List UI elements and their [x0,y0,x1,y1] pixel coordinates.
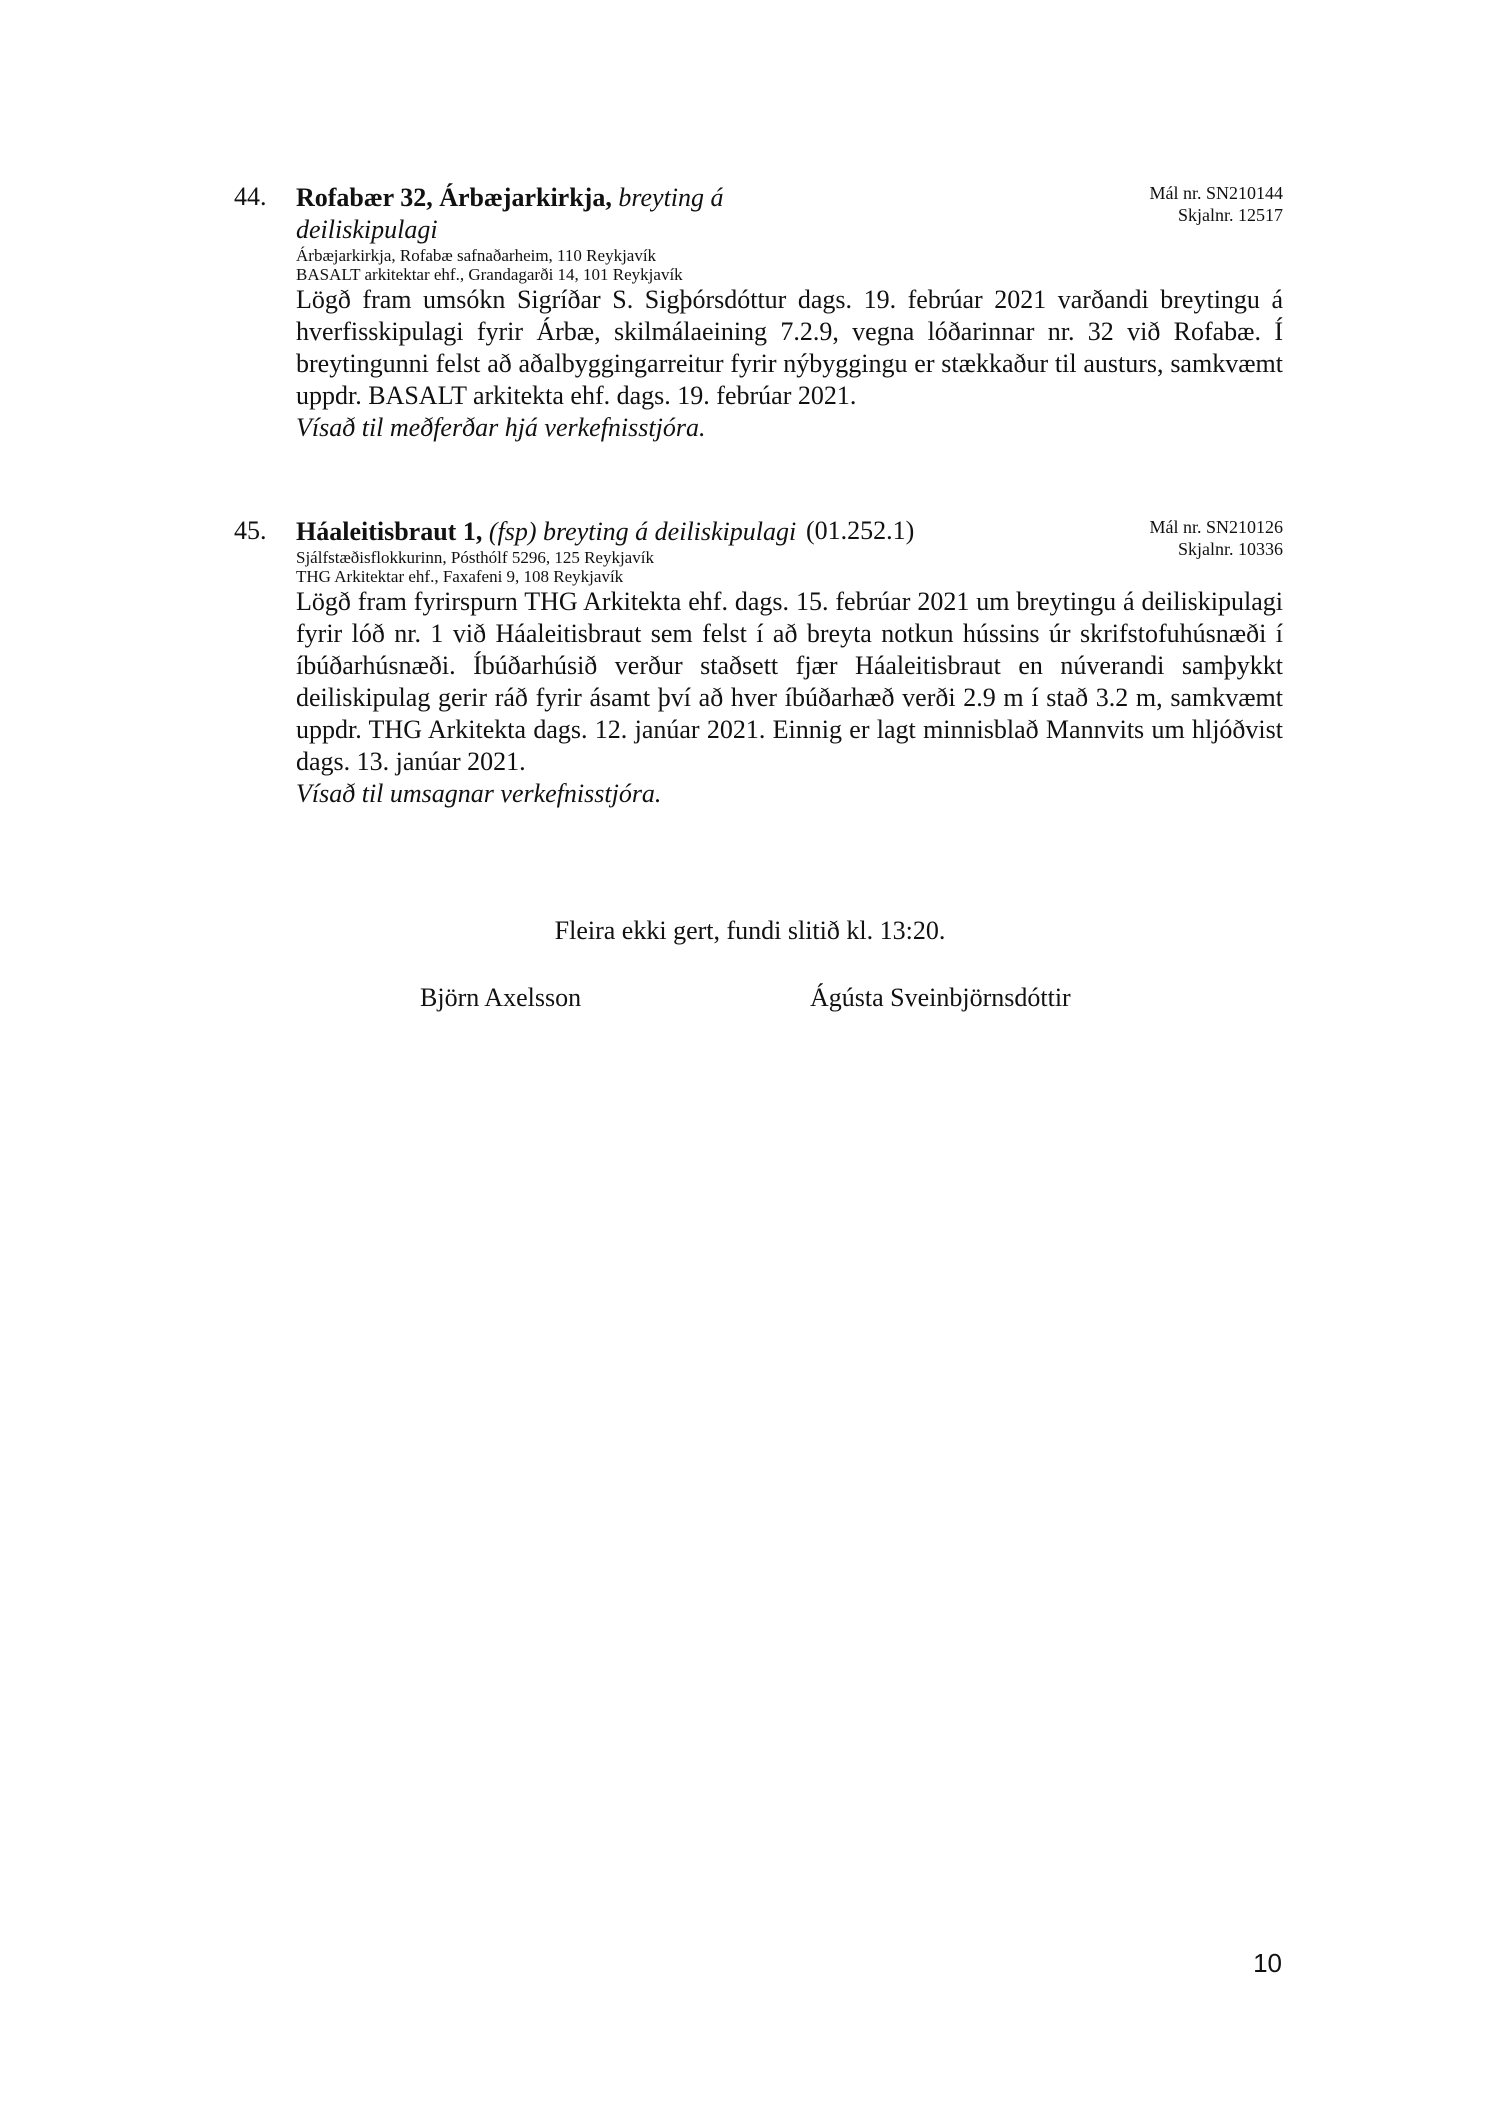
item-heading [296,182,816,246]
item-number: 44. [234,182,267,211]
case-number: Mál nr. SN210126 [1149,517,1283,537]
item-subtitle: breyting á deiliskipulagi [296,183,724,244]
item-references [1149,516,1283,560]
party-line: BASALT arkitektar ehf., Grandagarði 14, 101 Reykjavík [296,265,683,284]
item-title: Rofabær 32, Árbæjarkirkja, [296,183,612,212]
item-outcome: Vísað til umsagnar verkefnisstjóra. [296,779,662,808]
signature-2: Ágústa Sveinbjörnsdóttir [810,983,1071,1012]
item-parties [296,246,1283,284]
item-description: Lögð fram fyrirspurn THG Arkitekta ehf. dags. 15. febrúar 2021 um breytingu á deiliskipulagi fyrir lóð nr. 1 við Háaleitisbraut sem felst í að breyta notkun hússins úr skrifstofuhúsnæði í íbúðarhúsnæði. Íbúðarhúsið verður staðsett fjær Háaleitisbraut en núverandi samþykkt deiliskipulag gerir ráð fyrir ásamt því að hver íbúðarhæð verði 2.9 m í stað 3.2 m, samkvæmt uppdr. THG Arkitekta dags. 12. janúar 2021. Einnig er lagt minnisblað Mannvits um hljóðvist dags. 13. janúar 2021. [296,587,1283,776]
document-number: Skjalnr. 12517 [1177,205,1283,225]
closing-statement: Fleira ekki gert, fundi slitið kl. 13:20. [554,916,946,945]
item-number: 45. [234,516,267,545]
case-number: Mál nr. SN210144 [1149,183,1283,203]
page-number: 10 [1253,1948,1282,1978]
party-line: THG Arkitektar ehf., Faxafeni 9, 108 Reykjavík [296,567,624,586]
item-subtitle: (fsp) breyting á deiliskipulagi [488,517,797,546]
party-line: Árbæjarkirkja, Rofabæ safnaðarheim, 110 Reykjavík [296,246,657,265]
item-references [1149,182,1283,226]
item-outcome: Vísað til meðferðar hjá verkefnisstjóra. [296,413,706,442]
item-heading [296,516,816,548]
document-number: Skjalnr. 10336 [1177,539,1283,559]
item-title: Háaleitisbraut 1, [296,517,483,546]
signature-1: Björn Axelsson [420,983,582,1012]
item-body [296,516,1283,810]
land-number: (01.252.1) [806,516,915,545]
item-description: Lögð fram umsókn Sigríðar S. Sigþórsdóttur dags. 19. febrúar 2021 varðandi breytingu á hverfisskipulagi fyrir Árbæ, skilmálaeining 7.2.9, vegna lóðarinnar nr. 32 við Rofabæ. Í breytingunni felst að aðalbyggingarreitur fyrir nýbyggingu er stækkaður til austurs, samkvæmt uppdr. BASALT arkitekta ehf. dags. 19. febrúar 2021. [296,285,1283,410]
item-parties [296,548,1283,586]
party-line: Sjálfstæðisflokkurinn, Pósthólf 5296, 125 Reykjavík [296,548,654,567]
item-body [296,182,1283,444]
